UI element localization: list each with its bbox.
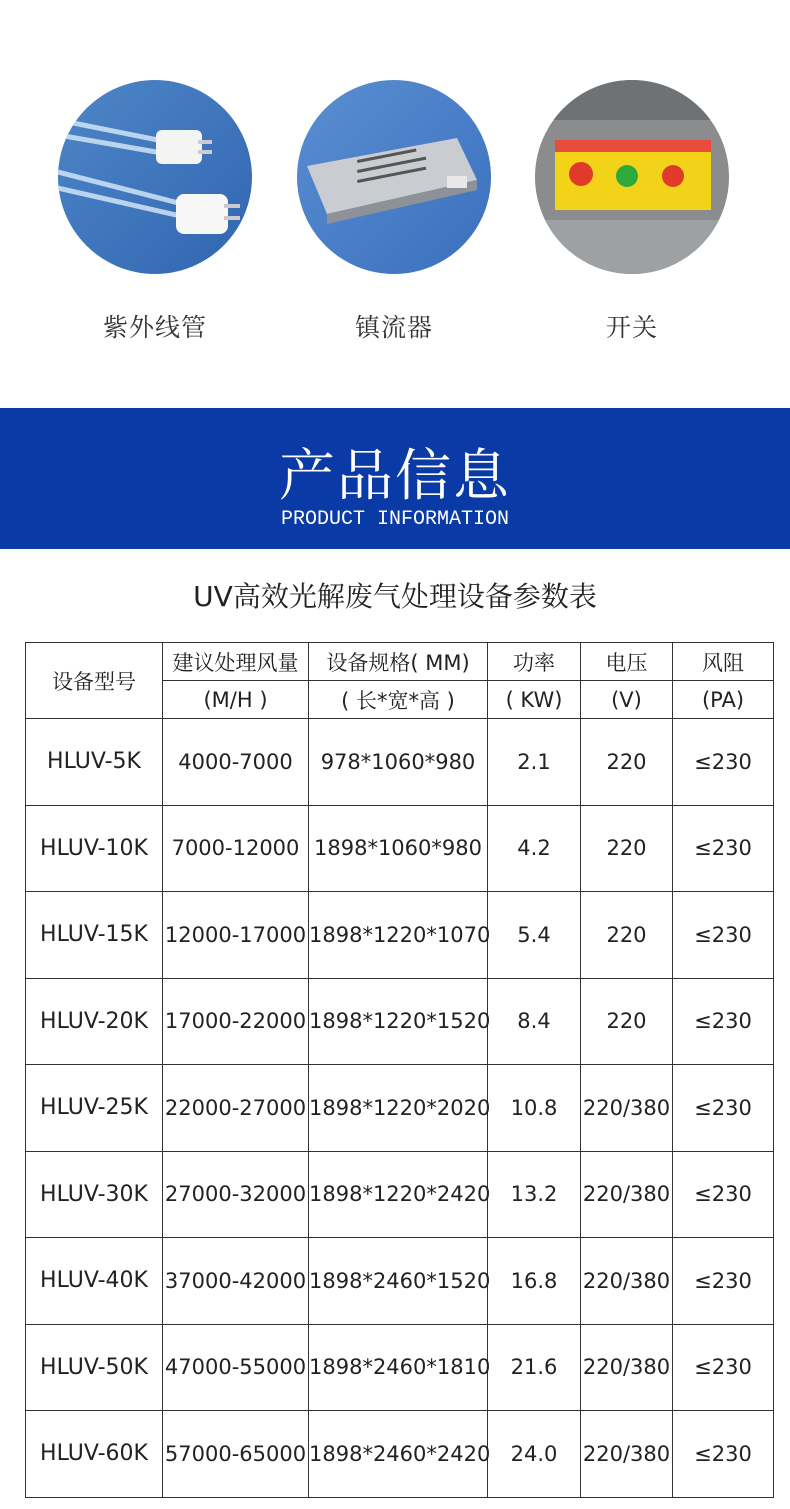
cell-voltage: 220/380 (581, 1151, 673, 1238)
table-row (26, 1065, 774, 1152)
cell-resistance: ≤230 (673, 1065, 774, 1152)
cell-model: HLUV-40K (26, 1238, 163, 1325)
header-power: 功率 (488, 643, 581, 681)
cell-power: 10.8 (488, 1065, 581, 1152)
cell-voltage: 220 (581, 805, 673, 892)
ballast-photo (297, 80, 491, 274)
table-row (26, 1238, 774, 1325)
cell-resistance: ≤230 (673, 978, 774, 1065)
cell-power: 21.6 (488, 1324, 581, 1411)
cell-voltage: 220 (581, 892, 673, 979)
header-size: 设备规格( MM) (309, 643, 488, 681)
cell-resistance: ≤230 (673, 805, 774, 892)
component-uv-lamp (58, 80, 252, 344)
cell-power: 5.4 (488, 892, 581, 979)
component-label: 紫外线管 (102, 313, 207, 342)
cell-power: 8.4 (488, 978, 581, 1065)
header-voltage: 电压 (581, 643, 673, 681)
table-row (26, 805, 774, 892)
uv-lamp-tubes-photo (58, 80, 252, 274)
cell-model: HLUV-50K (26, 1324, 163, 1411)
cell-size: 1898*1220*2020 (309, 1065, 488, 1152)
cell-voltage: 220 (581, 719, 673, 806)
table-title: UV高效光解废气处理设备参数表 (193, 580, 597, 613)
cell-resistance: ≤230 (673, 1324, 774, 1411)
cell-power: 2.1 (488, 719, 581, 806)
table-row (26, 892, 774, 979)
banner-title: 产品信息 (279, 444, 511, 509)
cell-voltage: 220/380 (581, 1065, 673, 1152)
table-row (26, 978, 774, 1065)
cell-size: 1898*1220*1070 (309, 892, 488, 979)
cell-voltage: 220/380 (581, 1238, 673, 1325)
table-header-row (26, 643, 774, 681)
header-airflow-unit: (M/H ) (163, 681, 309, 719)
cell-airflow: 27000-32000 (163, 1151, 309, 1238)
cell-voltage: 220/380 (581, 1411, 673, 1498)
table-row (26, 1151, 774, 1238)
spec-table (25, 642, 774, 1498)
cell-size: 1898*2460*1520 (309, 1238, 488, 1325)
component-label: 开关 (605, 313, 658, 342)
cell-airflow: 4000-7000 (163, 719, 309, 806)
product-info-banner (0, 408, 790, 549)
component-switch (535, 80, 729, 344)
component-ballast (297, 80, 491, 344)
cell-airflow: 47000-55000 (163, 1324, 309, 1411)
cell-model: HLUV-5K (26, 719, 163, 806)
banner-subtitle: PRODUCT INFORMATION (280, 508, 510, 531)
header-resistance: 风阻 (673, 643, 774, 681)
cell-power: 16.8 (488, 1238, 581, 1325)
cell-size: 978*1060*980 (309, 719, 488, 806)
header-size-unit: ( 长*宽*高 ) (309, 681, 488, 719)
cell-airflow: 37000-42000 (163, 1238, 309, 1325)
cell-model: HLUV-60K (26, 1411, 163, 1498)
cell-power: 24.0 (488, 1411, 581, 1498)
header-voltage-unit: (V) (581, 681, 673, 719)
cell-airflow: 17000-22000 (163, 978, 309, 1065)
cell-airflow: 12000-17000 (163, 892, 309, 979)
cell-resistance: ≤230 (673, 1151, 774, 1238)
cell-model: HLUV-15K (26, 892, 163, 979)
table-row (26, 1324, 774, 1411)
component-label: 镇流器 (354, 313, 433, 342)
cell-airflow: 22000-27000 (163, 1065, 309, 1152)
header-resistance-unit: (PA) (673, 681, 774, 719)
cell-voltage: 220 (581, 978, 673, 1065)
cell-voltage: 220/380 (581, 1324, 673, 1411)
cell-size: 1898*1220*1520 (309, 978, 488, 1065)
cell-model: HLUV-30K (26, 1151, 163, 1238)
cell-model: HLUV-25K (26, 1065, 163, 1152)
cell-model: HLUV-20K (26, 978, 163, 1065)
header-airflow: 建议处理风量 (163, 643, 309, 681)
cell-resistance: ≤230 (673, 1238, 774, 1325)
cell-size: 1898*2460*1810 (309, 1324, 488, 1411)
cell-resistance: ≤230 (673, 719, 774, 806)
cell-size: 1898*2460*2420 (309, 1411, 488, 1498)
table-row (26, 1411, 774, 1498)
cell-resistance: ≤230 (673, 892, 774, 979)
header-model: 设备型号 (26, 643, 163, 719)
table-row (26, 719, 774, 806)
cell-power: 4.2 (488, 805, 581, 892)
cell-resistance: ≤230 (673, 1411, 774, 1498)
components-section (0, 0, 790, 408)
cell-size: 1898*1220*2420 (309, 1151, 488, 1238)
cell-airflow: 57000-65000 (163, 1411, 309, 1498)
cell-size: 1898*1060*980 (309, 805, 488, 892)
cell-power: 13.2 (488, 1151, 581, 1238)
cell-airflow: 7000-12000 (163, 805, 309, 892)
switch-panel-photo (535, 80, 729, 274)
cell-model: HLUV-10K (26, 805, 163, 892)
header-power-unit: ( KW) (488, 681, 581, 719)
